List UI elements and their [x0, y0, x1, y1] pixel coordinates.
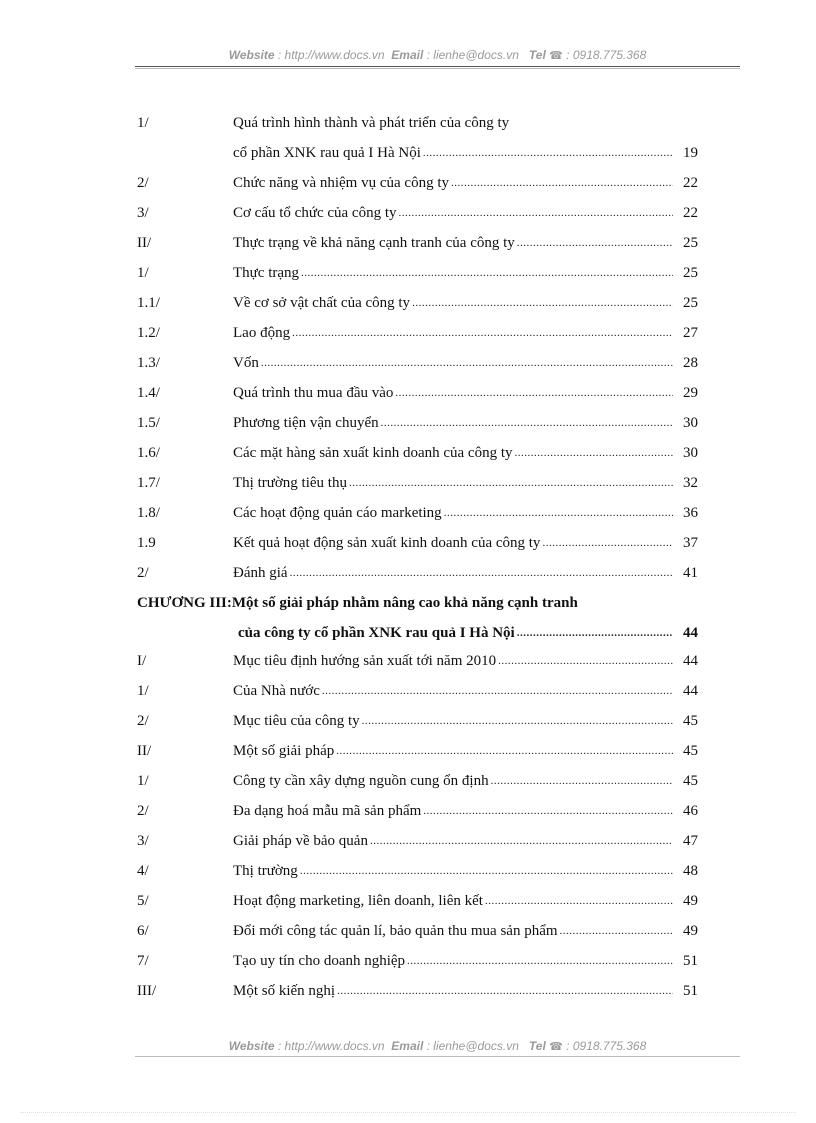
- toc-entry-number: III/: [137, 983, 157, 999]
- toc-entry[interactable]: [0, 408, 816, 438]
- toc-entry-page: 28: [683, 355, 698, 371]
- toc-entry-number: I/: [137, 653, 147, 669]
- footer-tel-value: 0918.775.368: [572, 1039, 647, 1053]
- toc-entry[interactable]: [0, 856, 816, 886]
- chapter-3-title: của công ty cổ phần XNK rau quả I Hà Nội: [238, 625, 515, 641]
- email-link[interactable]: lienhe@docs.vn: [433, 48, 519, 62]
- toc-entry-title: Thực trạng về khả năng cạnh tranh của công ty: [233, 235, 515, 251]
- toc-entry-title: Cơ cấu tổ chức của công ty: [233, 205, 397, 221]
- toc-entry-number: 1.2/: [137, 325, 160, 341]
- toc-entry-number: 1/: [137, 773, 149, 789]
- toc-entry-page: 45: [683, 773, 698, 789]
- toc-entry[interactable]: [0, 168, 816, 198]
- toc-entry-page: 44: [683, 653, 698, 669]
- leader-dots: [399, 198, 673, 228]
- leader-dots: [290, 558, 673, 588]
- toc-entry-page: 22: [683, 205, 698, 221]
- toc-entry-title: Về cơ sở vật chất của công ty: [233, 295, 411, 311]
- chapter-3-label: CHƯƠNG III:Một số giải pháp nhằm nâng cao khả năng cạnh tranh: [137, 595, 578, 611]
- leader-dots: [517, 228, 673, 258]
- toc-entry-number: 1/: [137, 683, 149, 699]
- toc-entry-number: 5/: [137, 893, 149, 909]
- toc-entry[interactable]: [0, 348, 816, 378]
- toc-entry-page: 51: [683, 983, 698, 999]
- toc-entry-title: Phương tiện vận chuyển: [233, 415, 379, 431]
- footer-website-link[interactable]: http://www.docs.vn: [284, 1039, 385, 1053]
- toc-entry-title: Các hoạt động quản cáo marketing: [233, 505, 442, 521]
- toc-entry[interactable]: [0, 138, 816, 168]
- leader-dots: [381, 408, 673, 438]
- leader-dots: [517, 618, 672, 648]
- footer-rule: [135, 1056, 740, 1057]
- toc-entry-number: 3/: [137, 205, 149, 221]
- toc-entry-number: 1.3/: [137, 355, 160, 371]
- toc-entry[interactable]: [0, 946, 816, 976]
- toc-entry-number: 2/: [137, 803, 149, 819]
- leader-dots: [498, 646, 673, 676]
- toc-entry[interactable]: [0, 886, 816, 916]
- leader-dots: [261, 348, 673, 378]
- toc-entry-page: 32: [683, 475, 698, 491]
- toc-entry-title: Của Nhà nước: [233, 683, 320, 699]
- header-rule: [135, 66, 740, 67]
- toc-entry-title: Đa dạng hoá mẫu mã sản phẩm: [233, 803, 422, 819]
- toc-entry[interactable]: [0, 498, 816, 528]
- toc-entry-number: II/: [137, 743, 152, 759]
- toc-entry[interactable]: [0, 258, 816, 288]
- toc-entry-page: 29: [683, 385, 698, 401]
- toc-entry[interactable]: [0, 318, 816, 348]
- toc-entry-number: 1/: [137, 115, 149, 131]
- toc-entry[interactable]: [0, 108, 816, 138]
- toc-entry[interactable]: [0, 916, 816, 946]
- toc-entry-page: 47: [683, 833, 698, 849]
- toc-entry-page: 44: [683, 683, 698, 699]
- toc-entry-title: Lao động: [233, 325, 291, 341]
- toc-entry[interactable]: [0, 228, 816, 258]
- page-footer: Website : http://www.docs.vn Email : lienhe@docs.vn Tel ☎ : 0918.775.368: [228, 1039, 647, 1053]
- toc-entry-title: Hoạt động marketing, liên doanh, liên kết: [233, 893, 483, 909]
- toc-entry-title: Một số kiến nghị: [233, 983, 336, 999]
- toc-entry-number: 7/: [137, 953, 149, 969]
- leader-dots: [370, 826, 673, 856]
- toc-entry-page: 36: [683, 505, 698, 521]
- toc-entry-page: 22: [683, 175, 698, 191]
- toc-entry[interactable]: [0, 796, 816, 826]
- toc-entry-page: 51: [683, 953, 698, 969]
- toc-entry-title: Thị trường tiêu thụ: [233, 475, 347, 491]
- header-rule-thin: [135, 68, 740, 69]
- toc-entry-number: 1.7/: [137, 475, 160, 491]
- toc-entry-number: 4/: [137, 863, 149, 879]
- footer-website-label: Website: [228, 1039, 275, 1053]
- toc-entry-title: Chức năng và nhiệm vụ của công ty: [233, 175, 449, 191]
- toc-entry[interactable]: [0, 676, 816, 706]
- toc-entry-title: Vốn: [233, 355, 259, 371]
- toc-entry-title: Tạo uy tín cho doanh nghiệp: [233, 953, 406, 969]
- leader-dots: [515, 438, 673, 468]
- toc-entry-number: 2/: [137, 713, 149, 729]
- toc-entry[interactable]: [0, 706, 816, 736]
- toc-entry-title: Một số giải pháp: [233, 743, 335, 759]
- leader-dots: [337, 976, 673, 1006]
- toc-entry-page: 41: [683, 565, 698, 581]
- toc-entry-number: 1.4/: [137, 385, 160, 401]
- toc-entry-number: 1/: [137, 265, 149, 281]
- toc-entry-title: Công ty cần xây dựng nguồn cung ổn định: [233, 773, 489, 789]
- toc-entry-page: 49: [683, 923, 698, 939]
- toc-entry-page: 45: [683, 743, 698, 759]
- toc-entry-number: 1.6/: [137, 445, 160, 461]
- toc-entry-page: 25: [683, 235, 698, 251]
- toc-entry[interactable]: [0, 766, 816, 796]
- leader-dots: [542, 528, 673, 558]
- toc-entry-number: 1.8/: [137, 505, 160, 521]
- phone-icon: ☎: [549, 50, 563, 62]
- toc-entry-title: Kết quả hoạt động sản xuất kinh doanh của công ty: [233, 535, 541, 551]
- toc-entry-title: Quá trình thu mua đầu vào: [233, 385, 394, 401]
- leader-dots: [362, 706, 673, 736]
- leader-dots: [349, 468, 673, 498]
- toc-entry-title: Thực trạng: [233, 265, 300, 281]
- toc-entry[interactable]: [0, 976, 816, 1006]
- leader-dots: [336, 736, 673, 766]
- toc-entry-number: 1.5/: [137, 415, 160, 431]
- email-label: Email: [391, 48, 424, 62]
- toc-entry-number: 1.1/: [137, 295, 160, 311]
- toc-entry-title: Các mặt hàng sản xuất kinh doanh của công ty: [233, 445, 513, 461]
- toc-entry-number: 2/: [137, 565, 149, 581]
- leader-dots: [451, 168, 673, 198]
- footer-phone-icon: ☎: [549, 1041, 563, 1053]
- leader-dots: [407, 946, 673, 976]
- toc-entry-title: Thị trường: [233, 863, 298, 879]
- toc-entry-page: 25: [683, 295, 698, 311]
- leader-dots: [395, 378, 673, 408]
- toc-entry[interactable]: [0, 288, 816, 318]
- toc-entry-title: Quá trình hình thành và phát triển của công ty: [233, 115, 510, 131]
- chapter-3-heading: [0, 588, 816, 618]
- toc-entry-title: Đổi mới công tác quản lí, bảo quản thu mua sản phẩm: [233, 923, 558, 939]
- leader-dots: [485, 886, 673, 916]
- toc-entry[interactable]: [0, 438, 816, 468]
- toc-entry[interactable]: [0, 826, 816, 856]
- toc-entry-title: Giải pháp về bảo quản: [233, 833, 368, 849]
- chapter-3-page: 44: [683, 625, 698, 641]
- toc-entry[interactable]: [0, 646, 816, 676]
- toc-entry-page: 27: [683, 325, 698, 341]
- website-link[interactable]: http://www.docs.vn: [284, 48, 385, 62]
- toc-entry-number: 1.9: [137, 535, 156, 551]
- leader-dots: [423, 796, 673, 826]
- toc-entry-title: Mục tiêu định hướng sản xuất tới năm 2010: [233, 653, 497, 669]
- footer-email-label: Email: [391, 1039, 424, 1053]
- leader-dots: [444, 498, 673, 528]
- toc-entry-page: 25: [683, 265, 698, 281]
- toc-entry-number: 3/: [137, 833, 149, 849]
- leader-dots: [301, 258, 673, 288]
- toc-entry-page: 30: [683, 415, 698, 431]
- leader-dots: [491, 766, 673, 796]
- website-label: Website: [228, 48, 275, 62]
- tel-value: 0918.775.368: [572, 48, 647, 62]
- toc-entry-page: 45: [683, 713, 698, 729]
- footer-tel-label: Tel: [528, 1039, 546, 1053]
- toc-entry-title: Mục tiêu của công ty: [233, 713, 360, 729]
- toc-entry[interactable]: [0, 736, 816, 766]
- tel-label: Tel: [528, 48, 546, 62]
- toc-entry[interactable]: [0, 198, 816, 228]
- leader-dots: [423, 138, 673, 168]
- leader-dots: [560, 916, 673, 946]
- toc-entry-page: 48: [683, 863, 698, 879]
- toc-entry-number: 2/: [137, 175, 149, 191]
- toc-entry-number: II/: [137, 235, 152, 251]
- toc-entry-page: 30: [683, 445, 698, 461]
- toc-entry[interactable]: [0, 558, 816, 588]
- toc-entry[interactable]: [0, 378, 816, 408]
- toc-entry-page: 46: [683, 803, 698, 819]
- toc-entry-page: 49: [683, 893, 698, 909]
- page-edge-dots: [20, 1112, 796, 1113]
- leader-dots: [300, 856, 673, 886]
- toc-entry-title: Đánh giá: [233, 565, 288, 581]
- footer-email-link[interactable]: lienhe@docs.vn: [433, 1039, 519, 1053]
- toc-entry[interactable]: [0, 528, 816, 558]
- leader-dots: [412, 288, 673, 318]
- chapter-3-heading-line2: [0, 618, 816, 648]
- leader-dots: [322, 676, 673, 706]
- toc-entry-title: cổ phần XNK rau quả I Hà Nội: [233, 145, 421, 161]
- toc-entry-page: 37: [683, 535, 698, 551]
- leader-dots: [292, 318, 673, 348]
- toc-entry[interactable]: [0, 468, 816, 498]
- toc-entry-page: 19: [683, 145, 698, 161]
- page-header: Website : http://www.docs.vn Email : lienhe@docs.vn Tel ☎ : 0918.775.368: [228, 48, 647, 62]
- toc-entry-number: 6/: [137, 923, 149, 939]
